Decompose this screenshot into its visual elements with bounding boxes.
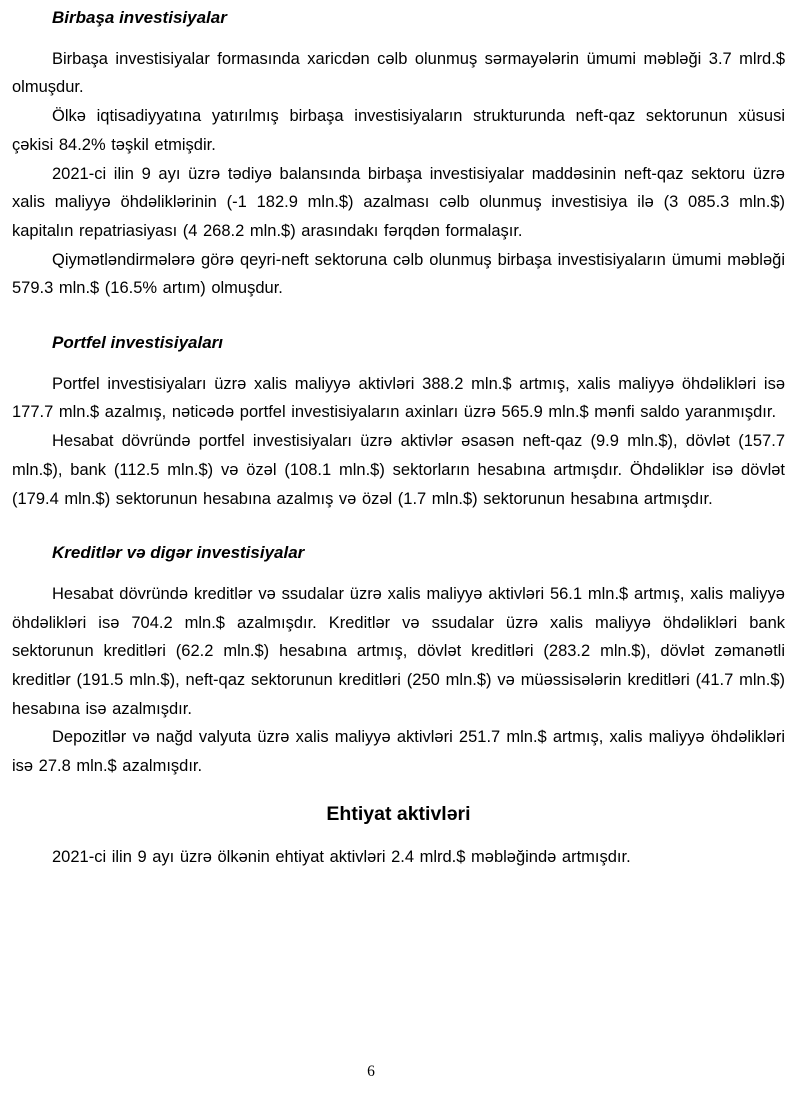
page-number: 6 xyxy=(367,1063,375,1080)
paragraph-credits-loans: Hesabat dövründə kreditlər və ssudalar üzrə xalis maliyyə aktivləri 56.1 mln.$ artmış, xalis maliyyə öhdəlikləri isə 704.2 mln.$ azalmışdır. Kreditlər və ssudalar üzrə xalis maliyyə öhdəlikləri bank sektorunun kreditləri (62.2 mln.$) hesabına artmış, dövlət kreditləri (283.2 mln.$), dövlət zəmanətli kreditlər (191.5 mln.$), neft-qaz sektorunun kreditləri (250 mln.$) və müəssisələrin kreditləri (41.7 mln.$) hesabına isə azalmışdır. xyxy=(12,584,785,718)
section-heading-kreditler: Kreditlər və digər investisiyalar xyxy=(52,543,305,563)
section-heading-portfel-investisiyalari: Portfel investisiyaları xyxy=(52,333,224,353)
paragraph-oil-gas-share: Ölkə iqtisadiyyatına yatırılmış birbaşa investisiyaların strukturunda neft-qaz sektorunun xüsusi çəkisi 84.2% təşkil etmişdir. xyxy=(12,107,785,154)
paragraph-direct-investment-total: Birbaşa investisiyalar formasında xaricdən cəlb olunmuş sərmayələrin ümumi məbləği 3.7 mlrd.$ olmuşdur. xyxy=(12,49,785,97)
paragraph-portfolio-flows: Portfel investisiyaları üzrə xalis maliyyə aktivləri 388.2 mln.$ artmış, xalis maliyyə öhdəlikləri isə 177.7 mln.$ azalmış, nəticədə portfel investisiyaların axinları üzrə 565.9 mln.$ mənfi saldo yaranmışdır. xyxy=(12,374,785,422)
paragraph-portfolio-sectors: Hesabat dövründə portfel investisiyaları üzrə aktivlər əsasən neft-qaz (9.9 mln.$), dövlət (157.7 mln.$), bank (112.5 mln.$) və özəl (108.1 mln.$) sektorların hesabına artmışdır. Öhdəliklər isə dövlət (179.4 mln.$) sektorunun hesabına azalmış və özəl (1.7 mln.$) sektorunun hesabına artmışdır. xyxy=(12,432,785,508)
section-heading-ehtiyat-aktivleri: Ehtiyat aktivləri xyxy=(326,802,471,825)
paragraph-reserve-assets: 2021-ci ilin 9 ayı üzrə ölkənin ehtiyat aktivləri 2.4 mlrd.$ məbləğində artmışdır. xyxy=(52,847,631,866)
paragraph-deposits-cash: Depozitlər və nağd valyuta üzrə xalis maliyyə aktivləri 251.7 mln.$ artmış, xalis maliyyə öhdəlikləri isə 27.8 mln.$ azalmışdır. xyxy=(12,728,785,776)
paragraph-balance-of-payments: 2021-ci ilin 9 ayı üzrə tədiyə balansında birbaşa investisiyalar maddəsinin neft-qaz sektoru üzrə xalis maliyyə öhdəliklərinin (-1 182.9 mln.$) azalması cəlb olunmuş investisiya ilə (3 085.3 mln.$) kapitalın repatriasiyası (4 268.2 mln.$) arasındakı fərqdən formalaşır. xyxy=(12,164,785,240)
section-heading-birbasa-investisiyalar: Birbaşa investisiyalar xyxy=(52,8,227,27)
paragraph-non-oil-direct-investment: Qiymətləndirmələrə görə qeyri-neft sektoruna cəlb olunmuş birbaşa investisiyaların ümumi məbləği 579.3 mln.$ (16.5% artım) olmuşdur. xyxy=(12,250,785,298)
